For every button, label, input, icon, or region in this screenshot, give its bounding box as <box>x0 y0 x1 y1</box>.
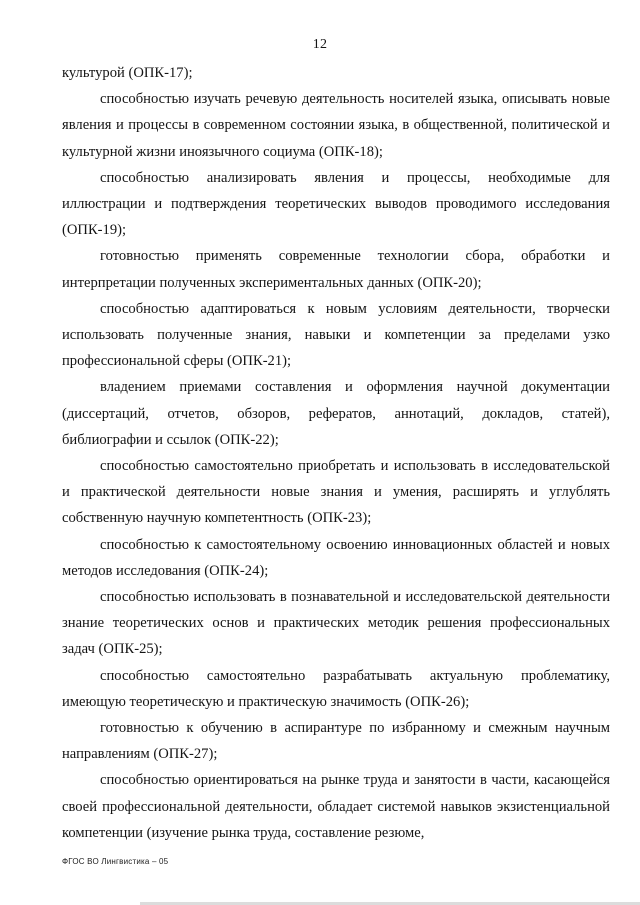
paragraph-opk-23: способностью самостоятельно приобретать и использовать в исследовательской и практической деятельности новые знания и умения, расширять и углублять собственную научную компетентность (ОПК-23); <box>62 458 610 527</box>
page-number: 12 <box>312 37 328 52</box>
paragraph-opk-19: способностью анализировать явления и процессы, необходимые для иллюстрации и подтверждения теоретических выводов проводимого исследования (ОПК-19); <box>62 169 610 239</box>
paragraph-opk-21: способностью адаптироваться к новым условиям деятельности, творчески использовать полученные знания, навыки и компетенции за пределами узко профессиональной сферы (ОПК-21); <box>62 300 610 370</box>
paragraph-labor-market: способностью ориентироваться на рынке труда и занятости в части, касающейся своей профессиональной деятельности, обладает системой навыков экзистенциальной компетенции (изучение рынка труда, составление резюме, <box>62 772 610 841</box>
paragraph-opk-27: готовностью к обучению в аспирантуре по избранному и смежным научным направлениям (ОПК-27); <box>62 720 610 763</box>
paragraph-opk-20: готовностью применять современные технологии сбора, обработки и интерпретации полученных экспериментальных данных (ОПК-20); <box>62 248 610 291</box>
paragraph-opk-24: способностью к самостоятельному освоению инновационных областей и новых методов исследования (ОПК-24); <box>62 536 610 579</box>
paragraph-opk-22: владением приемами составления и оформления научной документации (диссертаций, отчетов, обзоров, рефератов, аннотаций, докладов, статей), библиографии и ссылок (ОПК-22); <box>62 379 610 448</box>
paragraph-continuation: культурой (ОПК-17); <box>62 65 193 81</box>
paragraph-opk-26: способностью самостоятельно разрабатывать актуальную проблематику, имеющую теоретическую и практическую значимость (ОПК-26); <box>62 667 610 710</box>
paragraph-opk-18: способностью изучать речевую деятельность носителей языка, описывать новые явления и процессы в современном состоянии языка, в общественной, политической и культурной жизни иноязычного социума (ОПК-18); <box>62 91 610 160</box>
footer-document-code: ФГОС ВО Лингвистика – 05 <box>62 857 169 866</box>
document-body <box>62 60 610 846</box>
paragraph-opk-25: способностью использовать в познавательной и исследовательской деятельности знание теоретических основ и практических методик решения профессиональных задач (ОПК-25); <box>62 589 610 658</box>
